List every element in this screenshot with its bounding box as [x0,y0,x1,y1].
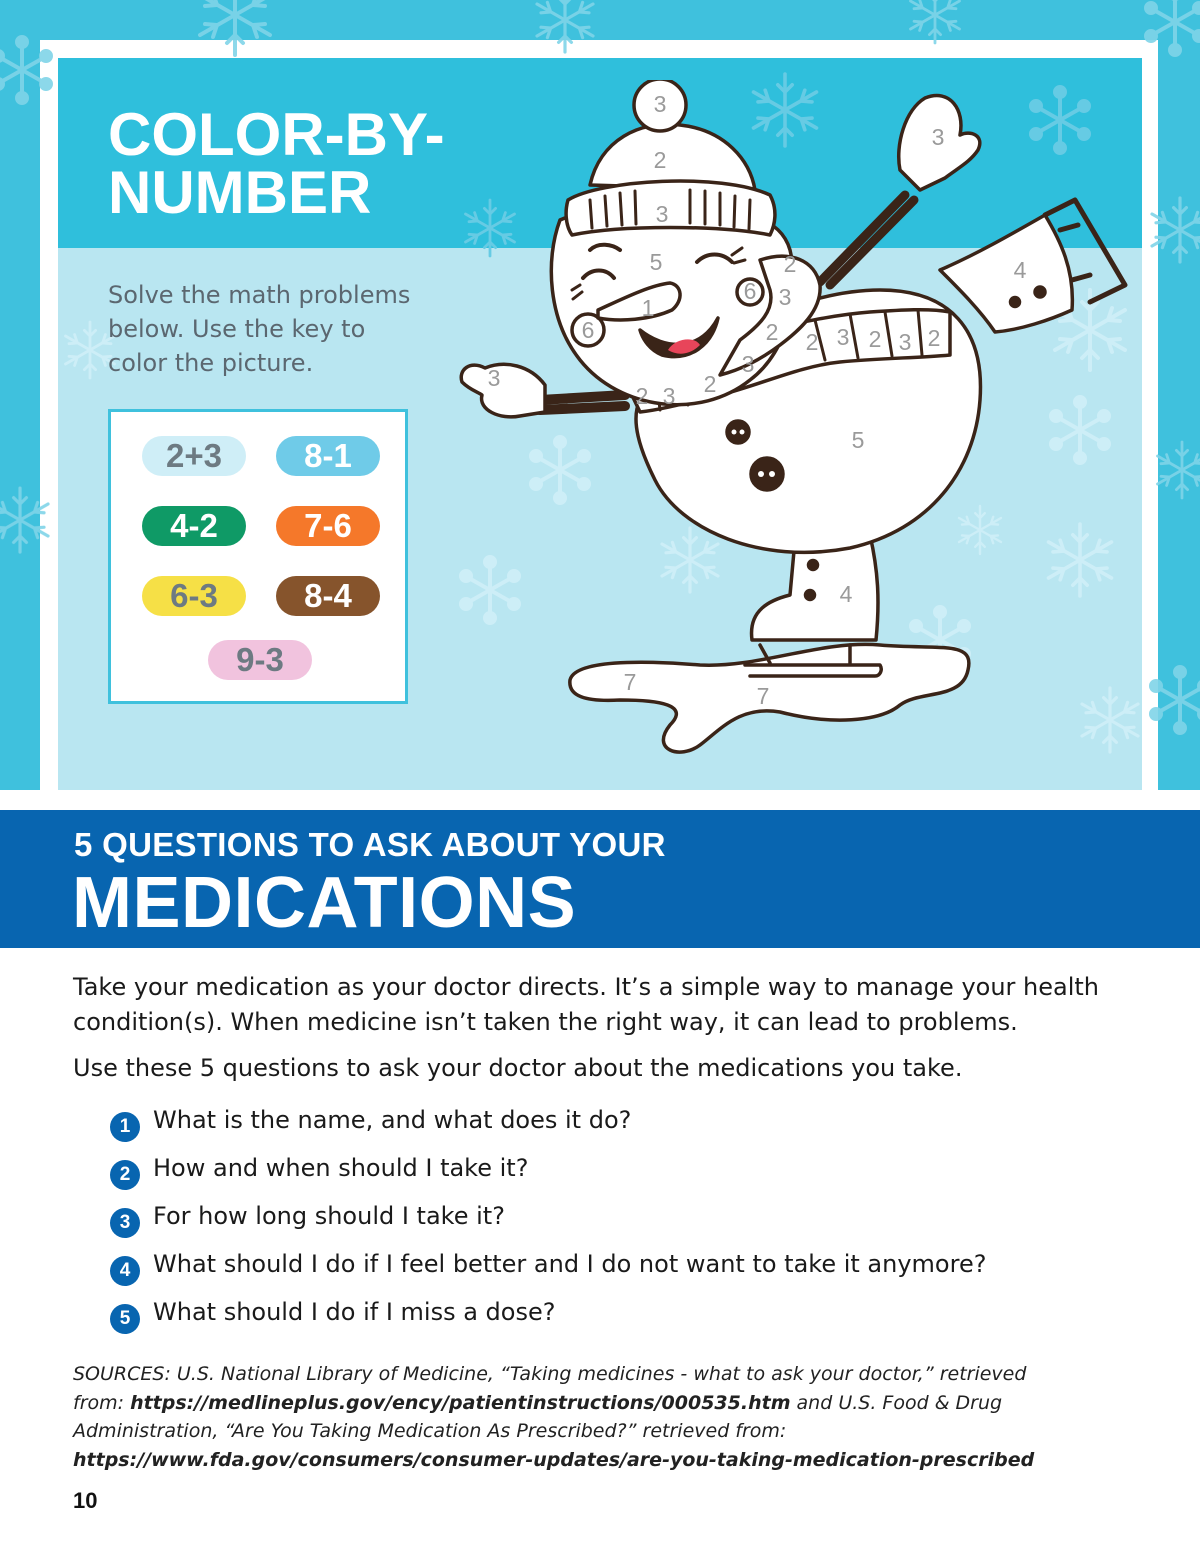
number-badge: 4 [110,1256,140,1286]
key-pill: 8-4 [276,576,380,616]
number-scarf: 3 [836,324,850,350]
number-scarf: 3 [898,329,912,355]
question-text: What should I do if I feel better and I do not want to take it anymore? [153,1250,987,1278]
number-pompom: 3 [653,91,667,117]
back-boot [940,215,1072,332]
color-key [108,409,408,704]
section-title: MEDICATIONS [72,863,577,943]
number-scarf: 2 [805,329,819,355]
key-pill: 2+3 [142,436,246,476]
number-scarf: 2 [868,326,882,352]
lead-in-paragraph: Use these 5 questions to ask your doctor about the medications you take. [73,1054,963,1082]
source-link-fda[interactable]: https://www.fda.gov/consumers/consumer-updates/are-you-taking-medication-prescribed [73,1448,1035,1471]
key-pill: 6-3 [142,576,246,616]
number-badge: 2 [110,1160,140,1190]
number-cheek-left: 6 [581,317,595,343]
question-text: How and when should I take it? [153,1154,529,1182]
activity-title: COLOR-BY-NUMBER [108,101,445,226]
key-pill: 9-3 [208,640,312,680]
number-mitten-left: 3 [487,365,501,391]
number-scarf: 3 [741,351,755,377]
question-text: What is the name, and what does it do? [153,1106,632,1134]
number-badge: 3 [110,1208,140,1238]
sources-prefix: SOURCES: U.S. National Library of Medicine, “Taking medicines - what to ask your doctor,” retrieved from: [73,1363,1027,1414]
source-link-medlineplus[interactable]: https://medlineplus.gov/ency/patientinstructions/000535.htm [130,1391,791,1414]
number-hat-band: 3 [655,201,669,227]
left-mitten [461,364,545,417]
number-cheek-right: 6 [743,278,757,304]
number-badge: 1 [110,1112,140,1142]
intro-paragraph: Take your medication as your doctor directs. It’s a simple way to manage your health condition(s). When medicine isn’t taken the right way, it can lead to problems. [73,973,1100,1036]
key-pill: 4-2 [142,506,246,546]
number-body: 5 [851,427,865,453]
number-scarf: 2 [783,251,797,277]
snowman-coloring-picture [440,80,1160,780]
question-text: For how long should I take it? [153,1202,505,1230]
number-badge: 5 [110,1304,140,1334]
number-skate-front: 4 [839,581,853,607]
activity-instructions: Solve the math problems below. Use the key to color the picture. [108,281,411,377]
page-number: 10 [73,1488,98,1513]
question-text: What should I do if I miss a dose? [153,1298,556,1326]
number-scarf: 3 [778,284,792,310]
number-skate-back: 4 [1013,257,1027,283]
number-nose: 1 [641,295,655,321]
number-scarf: 2 [635,383,649,409]
number-face: 5 [649,249,663,275]
number-scarf: 3 [662,383,676,409]
number-mitten-right: 3 [931,124,945,150]
sources-middle: and U.S. Food & Drug Administration, “Are You Taking Medication As Prescribed?” retrieved from: [73,1391,1003,1442]
number-scarf: 2 [927,325,941,351]
key-pill: 8-1 [276,436,380,476]
sources-citation [73,1360,1083,1474]
number-hat-top: 2 [653,147,667,173]
section-kicker: 5 QUESTIONS TO ASK ABOUT YOUR [74,826,666,863]
number-ice-left: 7 [623,669,637,695]
hat-band [566,181,775,235]
key-pill: 7-6 [276,506,380,546]
number-scarf: 2 [703,371,717,397]
number-ice-right: 7 [756,683,770,709]
number-scarf: 2 [765,319,779,345]
